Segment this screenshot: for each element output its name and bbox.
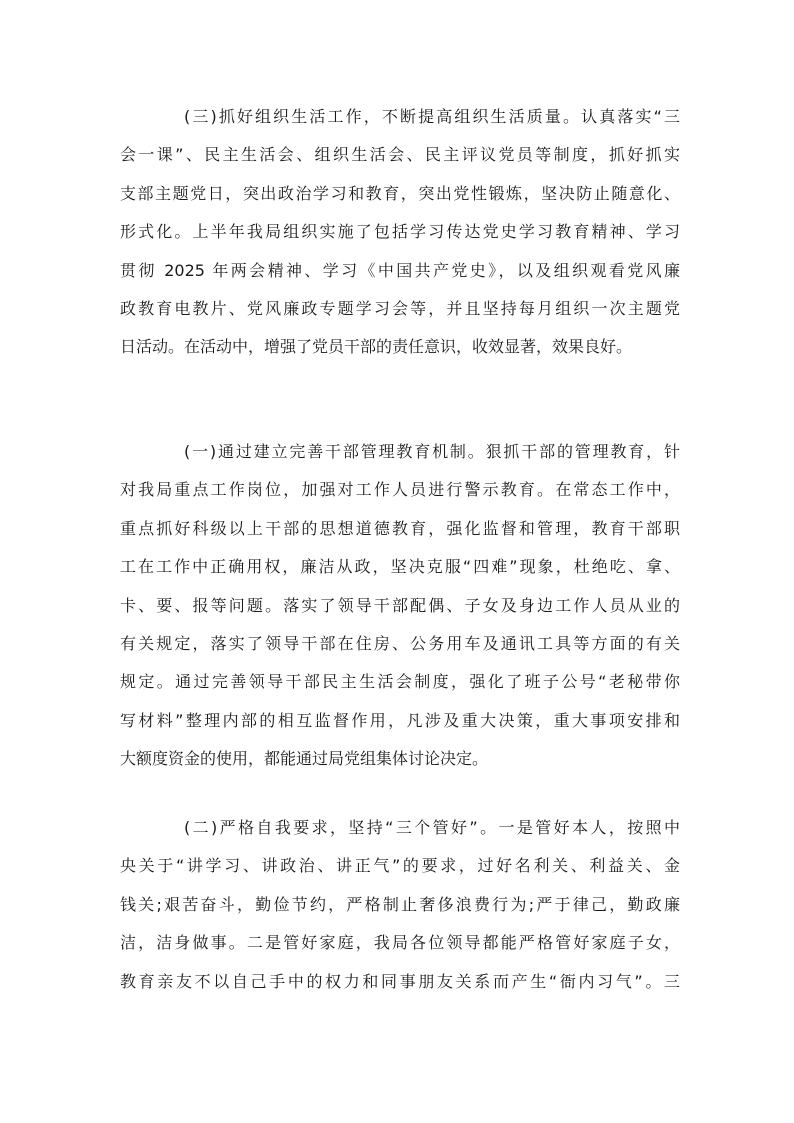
text-line: (一)通过建立完善干部管理教育机制。狠抓干部的管理教育，针 (184, 442, 680, 461)
text-line: 会一课”、民主生活会、组织生活会、民主评议党员等制度，抓好抓实 (120, 145, 680, 165)
text-line: 规定。通过完善领导干部民主生活会制度，强化了班子公号“老秘带你 (120, 672, 680, 692)
text-line: 卡、要、报等问题。落实了领导干部配偶、子女及身边工作人员从业的 (120, 595, 680, 615)
text-line: 有关规定，落实了领导干部在住房、公务用车及通讯工具等方面的有关 (120, 633, 680, 653)
text-line: 央关于“讲学习、讲政治、讲正气”的要求，过好名利关、利益关、金 (120, 856, 680, 876)
text-line: 日活动。在活动中，增强了党员干部的责任意识，收效显著，效果良好。 (120, 337, 633, 357)
text-line: 对我局重点工作岗位，加强对工作人员进行警示教育。在常态工作中， (120, 480, 680, 500)
text-line: 贯彻 2025 年两会精神、学习《中国共产党史》，以及组织观看党风廉 (120, 260, 680, 280)
paragraph-cadre-management (120, 433, 680, 779)
text-line: 政教育电教片、党风廉政专题学习会等，并且坚持每月组织一次主题党 (120, 298, 680, 318)
text-line: 写材料”整理内部的相互监督作用，凡涉及重大决策，重大事项安排和 (120, 710, 680, 730)
text-line: (三)抓好组织生活工作，不断提高组织生活质量。认真落实“三 (184, 107, 680, 126)
text-line: 洁，洁身做事。二是管好家庭，我局各位领导都能严格管好家庭子女， (120, 933, 680, 953)
text-line: 大额度资金的使用，都能通过局党组集体讨论决定。 (120, 749, 489, 769)
text-line: 教育亲友不以自己手中的权力和同事朋友关系而产生“衙内习气”。三 (120, 971, 680, 991)
text-line: 形式化。上半年我局组织实施了包括学习传达党史学习教育精神、学习 (120, 222, 680, 242)
paragraph-organizational-life (120, 98, 680, 367)
text-line: 钱关;艰苦奋斗，勤俭节约，严格制止奢侈浪费行为;严于律己，勤政廉 (120, 894, 680, 914)
paragraph-self-discipline (120, 809, 680, 1001)
text-line: (二)严格自我要求，坚持“三个管好”。一是管好本人，按照中 (184, 818, 680, 837)
text-line: 支部主题党日，突出政治学习和教育，突出党性锻炼，坚决防止随意化、 (120, 183, 680, 203)
text-line: 工在工作中正确用权，廉洁从政，坚决克服“四难”现象，杜绝吃、拿、 (120, 557, 680, 577)
text-line: 重点抓好科级以上干部的思想道德教育，强化监督和管理，教育干部职 (120, 518, 680, 538)
